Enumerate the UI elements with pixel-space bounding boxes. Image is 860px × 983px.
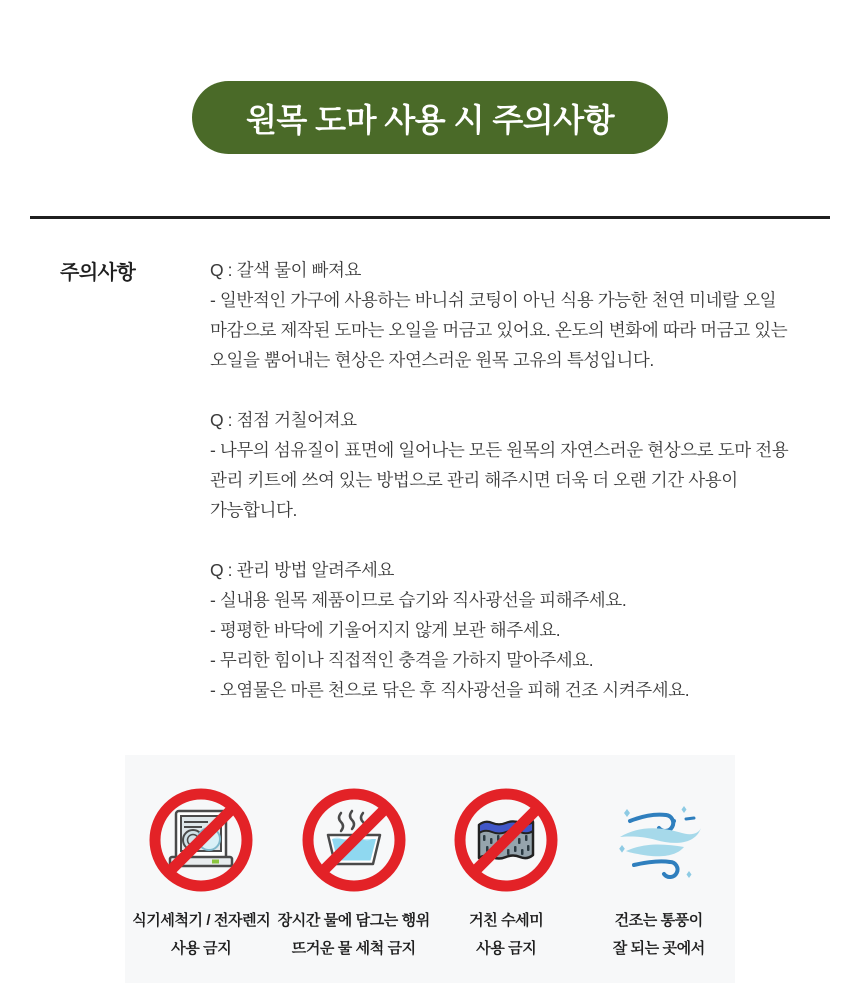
- warning-caption: [278, 907, 430, 963]
- qa-container: [210, 255, 800, 735]
- wind-drying-icon: [604, 785, 714, 895]
- caption-line: 거친 수세미: [469, 912, 544, 929]
- qa-answer-line: - 실내용 원목 제품이므로 습기와 직사광선을 피해주세요.: [210, 590, 627, 610]
- qa-question: Q : 갈색 물이 빠져요: [210, 260, 362, 280]
- caption-line: 사용 금지: [476, 940, 537, 957]
- warning-caption: [613, 907, 705, 963]
- caption-line: 식기세척기 / 전자렌지: [132, 912, 271, 929]
- qa-question: Q : 관리 방법 알려주세요: [210, 560, 395, 580]
- qa-block-care-method: [210, 555, 800, 705]
- caption-line: 장시간 물에 담그는 행위: [277, 912, 430, 929]
- warning-item-dishwasher: [125, 785, 278, 983]
- qa-block-brown-water: [210, 255, 800, 375]
- prohibition-sign-icon: [155, 794, 247, 886]
- hot-water-prohibited-icon: [299, 785, 409, 895]
- warning-item-scrubber: [430, 785, 583, 983]
- section-label: 주의사항: [60, 262, 136, 284]
- qa-answer-line: - 무리한 힘이나 직접적인 충격을 가하지 말아주세요.: [210, 650, 594, 670]
- qa-answer-line: 오일을 뿜어내는 현상은 자연스러운 원목 고유의 특성입니다.: [210, 350, 654, 370]
- qa-question: Q : 점점 거칠어져요: [210, 410, 357, 430]
- caption-line: 뜨거운 물 세척 금지: [291, 940, 416, 957]
- warning-panel: [125, 755, 735, 983]
- title-pill: [192, 81, 668, 154]
- qa-block-rough-surface: [210, 405, 800, 525]
- caption-line: 잘 되는 곳에서: [612, 940, 705, 957]
- caption-line: 사용 금지: [171, 940, 232, 957]
- warning-caption: [469, 907, 543, 963]
- qa-answer-line: 가능합니다.: [210, 500, 297, 520]
- qa-answer-line: - 나무의 섬유질이 표면에 일어나는 모든 원목의 자연스러운 현상으로 도마 전용: [210, 440, 789, 460]
- warning-caption: [132, 907, 270, 963]
- prohibition-sign-icon: [308, 794, 400, 886]
- prohibition-sign-icon: [460, 794, 552, 886]
- qa-answer-line: 마감으로 제작된 도마는 오일을 머금고 있어요. 온도의 변화에 따라 머금고 있는: [210, 320, 788, 340]
- warning-item-hot-water: [278, 785, 431, 983]
- qa-answer-line: - 일반적인 가구에 사용하는 바니쉬 코팅이 아닌 식용 가능한 천연 미네랄 오일: [210, 290, 777, 310]
- page-title: 원목 도마 사용 시 주의사항: [245, 101, 615, 138]
- qa-answer-line: 관리 키트에 쓰여 있는 방법으로 관리 해주시면 더욱 더 오랜 기간 사용이: [210, 470, 738, 490]
- caption-line: 건조는 통풍이: [614, 912, 703, 929]
- warning-item-ventilation: [583, 785, 736, 983]
- dishwasher-prohibited-icon: [146, 785, 256, 895]
- section-divider: [30, 216, 830, 219]
- qa-answer-line: - 평평한 바닥에 기울어지지 않게 보관 해주세요.: [210, 620, 561, 640]
- scrubber-prohibited-icon: [451, 785, 561, 895]
- qa-answer-line: - 오염물은 마른 천으로 닦은 후 직사광선을 피해 건조 시켜주세요.: [210, 680, 690, 700]
